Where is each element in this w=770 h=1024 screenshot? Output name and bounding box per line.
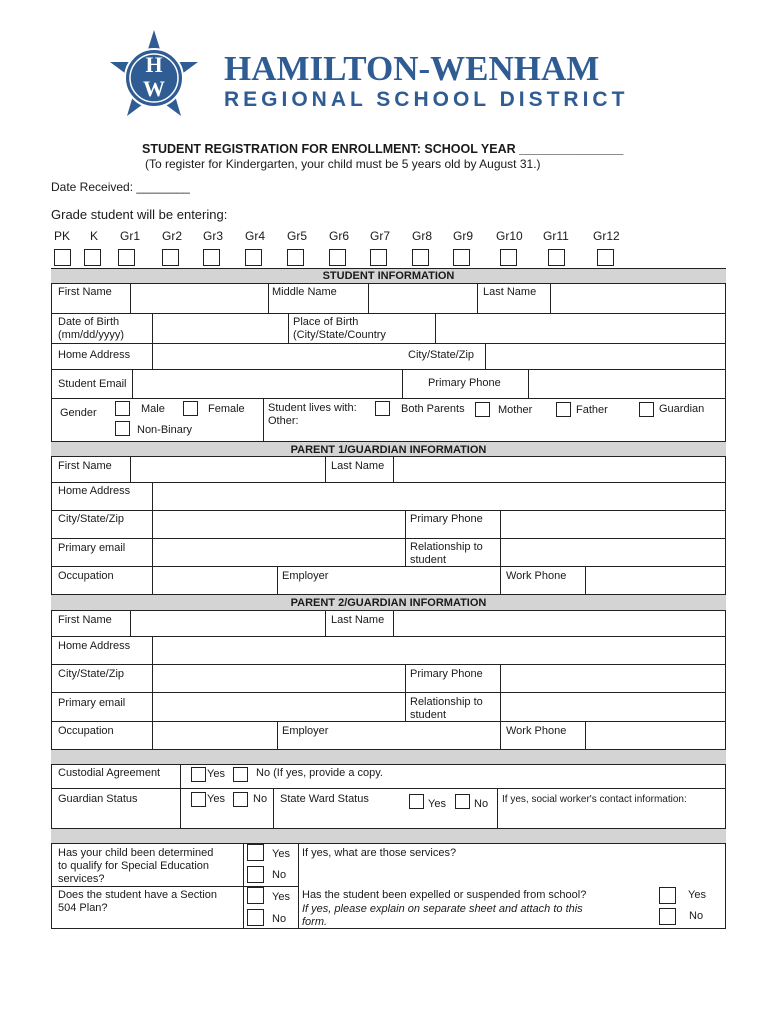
grade-label-gr8: Gr8: [412, 229, 433, 243]
gender-non-binary-label: Non-Binary: [137, 424, 193, 436]
gender-non-binary-checkbox[interactable]: [115, 421, 130, 436]
gender-female-label: Female: [208, 403, 245, 415]
parent2-first-name-label: First Name: [58, 614, 112, 626]
parent2-employer-label: Employer: [282, 725, 329, 737]
lives-with-other-field[interactable]: [305, 414, 395, 428]
section504-question-line2: 504 Plan?: [58, 902, 108, 914]
grade-label-gr6: Gr6: [329, 229, 350, 243]
state-ward-yes-checkbox[interactable]: [409, 794, 424, 809]
expelled-no-checkbox[interactable]: [659, 908, 676, 925]
student-info-title: STUDENT INFORMATION: [322, 270, 455, 282]
special-ed-yes-checkbox[interactable]: [247, 844, 264, 861]
special-ed-services-field[interactable]: [302, 862, 722, 884]
guardian-label: Guardian: [659, 403, 705, 415]
special-ed-header: [51, 828, 726, 844]
social-worker-field[interactable]: [502, 806, 724, 826]
student-middle-name-field[interactable]: [369, 284, 476, 312]
state-ward-status-label: State Ward Status: [280, 793, 369, 805]
grade-label-gr1: Gr1: [120, 229, 141, 243]
student-last-name-field[interactable]: [551, 284, 724, 312]
parent1-primary-phone-label: Primary Phone: [410, 513, 483, 525]
section504-yes-checkbox[interactable]: [247, 887, 264, 904]
student-home-address-label: Home Address: [58, 349, 131, 361]
parent1-primary-email-field[interactable]: [153, 539, 404, 565]
section504-no-label: No: [272, 913, 287, 925]
custodial-yes-label: Yes: [207, 768, 225, 780]
grade-label-pk: PK: [54, 229, 71, 243]
expelled-note-line2: form.: [302, 916, 328, 928]
parent1-city-state-zip-field[interactable]: [153, 511, 404, 537]
parent1-home-address-label: Home Address: [58, 485, 131, 497]
expelled-yes-label: Yes: [688, 889, 706, 901]
student-dob-field[interactable]: [153, 314, 287, 342]
parent2-work-phone-field[interactable]: [586, 722, 724, 748]
student-dob-label-line1: Date of Birth: [58, 316, 120, 328]
parent2-first-name-field[interactable]: [131, 611, 324, 635]
student-gender-label: Gender: [60, 407, 97, 419]
parent2-home-address-field[interactable]: [153, 637, 724, 663]
student-pob-label-line2: (City/State/Country: [293, 329, 386, 341]
mother-checkbox[interactable]: [556, 402, 571, 417]
parent1-relationship-field[interactable]: [501, 539, 724, 565]
parent1-employer-label: Employer: [282, 570, 329, 582]
student-email-label: Student Email: [58, 378, 127, 390]
grade-label-gr2: Gr2: [162, 229, 183, 243]
expelled-no-label: No: [689, 910, 704, 922]
student-primary-phone-label: Primary Phone: [428, 377, 501, 389]
parent1-occupation-field[interactable]: [153, 567, 276, 593]
district-name-line1: HAMILTON-WENHAM: [224, 49, 600, 88]
parent2-occupation-field[interactable]: [153, 722, 276, 748]
section504-no-checkbox[interactable]: [247, 909, 264, 926]
guardian-status-no-checkbox[interactable]: [233, 792, 248, 807]
student-first-name-field[interactable]: [131, 284, 267, 312]
student-first-name-label: First Name: [58, 286, 112, 298]
parent1-last-name-field[interactable]: [394, 457, 724, 481]
parent2-primary-email-field[interactable]: [153, 693, 404, 720]
grade-label-gr9: Gr9: [453, 229, 474, 243]
parent1-first-name-label: First Name: [58, 460, 112, 472]
guardian-status-yes-label: Yes: [207, 793, 225, 805]
student-email-field[interactable]: [133, 370, 401, 397]
grade-label-gr3: Gr3: [203, 229, 224, 243]
expelled-note-line1: If yes, please explain on separate sheet and attach to this: [302, 903, 583, 915]
gender-male-checkbox[interactable]: [115, 401, 130, 416]
grade-label-gr5: Gr5: [287, 229, 308, 243]
guardian-status-no-label: No: [253, 793, 268, 805]
both-parents-checkbox[interactable]: [475, 402, 490, 417]
parent2-employer-field[interactable]: [340, 722, 499, 748]
mother-label: Mother: [498, 404, 533, 416]
special-ed-no-checkbox[interactable]: [247, 866, 264, 883]
parent2-primary-phone-field[interactable]: [501, 665, 724, 691]
parent1-relationship-label-line1: Relationship to: [410, 541, 483, 553]
state-ward-yes-label: Yes: [428, 798, 446, 810]
parent2-title: PARENT 2/GUARDIAN INFORMATION: [290, 597, 487, 609]
lives-with-other-label: Other:: [268, 415, 299, 427]
special-ed-question-line3: services?: [58, 873, 105, 885]
parent1-employer-field[interactable]: [340, 567, 499, 593]
both-parents-label: Both Parents: [401, 403, 465, 415]
grade-label-k: K: [90, 229, 99, 243]
custodial-yes-checkbox[interactable]: [191, 767, 206, 782]
grade-prompt: Grade student will be entering:: [51, 207, 228, 222]
district-name-line2: REGIONAL SCHOOL DISTRICT: [224, 88, 629, 111]
section504-yes-label: Yes: [272, 891, 290, 903]
gender-male-label: Male: [141, 403, 165, 415]
custody-header: [51, 749, 726, 765]
student-city-state-zip-label: City/State/Zip: [408, 349, 475, 361]
parent2-primary-email-label: Primary email: [58, 697, 126, 709]
grade-label-gr4: Gr4: [245, 229, 266, 243]
parent1-title: PARENT 1/GUARDIAN INFORMATION: [290, 444, 487, 456]
state-ward-no-label: No: [474, 798, 489, 810]
parent2-last-name-label: Last Name: [331, 614, 385, 626]
student-city-state-zip-field[interactable]: [486, 344, 724, 368]
parent2-relationship-label-line2: student: [410, 709, 447, 721]
special-ed-yes-label: Yes: [272, 848, 290, 860]
social-worker-label: If yes, social worker's contact information:: [502, 794, 687, 805]
special-ed-question-line1: Has your child been determined: [58, 847, 214, 859]
student-middle-name-label: Middle Name: [272, 286, 337, 298]
parent1-home-address-field[interactable]: [153, 483, 724, 509]
custodial-no-checkbox[interactable]: [233, 767, 248, 782]
parent1-primary-email-label: Primary email: [58, 542, 126, 554]
parent2-relationship-field[interactable]: [501, 693, 724, 720]
parent1-last-name-label: Last Name: [331, 460, 385, 472]
lives-with-label: Student lives with:: [268, 402, 357, 414]
guardian-status-label: Guardian Status: [58, 793, 138, 805]
state-ward-no-checkbox[interactable]: [455, 794, 470, 809]
parent2-city-state-zip-field[interactable]: [153, 665, 404, 691]
lives-with-checkbox[interactable]: [375, 401, 390, 416]
student-pob-label-line1: Place of Birth: [293, 316, 359, 328]
special-ed-no-label: No: [272, 869, 287, 881]
form-subtitle: (To register for Kindergarten, your child must be 5 years old by August 31.): [145, 157, 541, 171]
custodial-agreement-label: Custodial Agreement: [58, 767, 161, 779]
special-ed-question-line2: to qualify for Special Education: [58, 860, 210, 872]
parent1-city-state-zip-label: City/State/Zip: [58, 513, 125, 525]
gender-female-checkbox[interactable]: [183, 401, 198, 416]
parent2-relationship-label-line1: Relationship to: [410, 696, 483, 708]
grade-label-gr7: Gr7: [370, 229, 391, 243]
student-dob-label-line2: (mm/dd/yyyy): [58, 329, 124, 341]
section504-question-line1: Does the student have a Section: [58, 889, 217, 901]
parent2-last-name-field[interactable]: [394, 611, 724, 635]
special-ed-services-label: If yes, what are those services?: [302, 847, 457, 859]
parent2-work-phone-label: Work Phone: [506, 725, 567, 737]
parent1-first-name-field[interactable]: [131, 457, 324, 481]
guardian-status-yes-checkbox[interactable]: [191, 792, 206, 807]
parent2-primary-phone-label: Primary Phone: [410, 668, 483, 680]
expelled-yes-checkbox[interactable]: [659, 887, 676, 904]
form-title: STUDENT REGISTRATION FOR ENROLLMENT: SCHOOL YEAR _______________: [142, 142, 624, 156]
logo-letters: HW: [143, 52, 165, 101]
parent1-relationship-label-line2: student: [410, 554, 447, 566]
student-last-name-label: Last Name: [483, 286, 537, 298]
grade-label-gr11: Gr11: [543, 229, 569, 243]
parent1-work-phone-field[interactable]: [586, 567, 724, 593]
parent1-occupation-label: Occupation: [58, 570, 114, 582]
parent2-city-state-zip-label: City/State/Zip: [58, 668, 125, 680]
expelled-question: Has the student been expelled or suspended from school?: [302, 889, 587, 901]
father-checkbox[interactable]: [639, 402, 654, 417]
grade-label-gr10: Gr10: [496, 229, 523, 243]
date-received[interactable]: Date Received: ________: [51, 180, 190, 194]
student-primary-phone-field[interactable]: [529, 370, 724, 397]
parent1-primary-phone-field[interactable]: [501, 511, 724, 537]
grade-label-gr12: Gr12: [593, 229, 620, 243]
custodial-no-label: No (If yes, provide a copy.: [256, 767, 383, 779]
parent2-home-address-label: Home Address: [58, 640, 131, 652]
parent1-work-phone-label: Work Phone: [506, 570, 567, 582]
student-pob-field[interactable]: [436, 314, 724, 342]
parent2-occupation-label: Occupation: [58, 725, 114, 737]
father-label: Father: [576, 404, 608, 416]
